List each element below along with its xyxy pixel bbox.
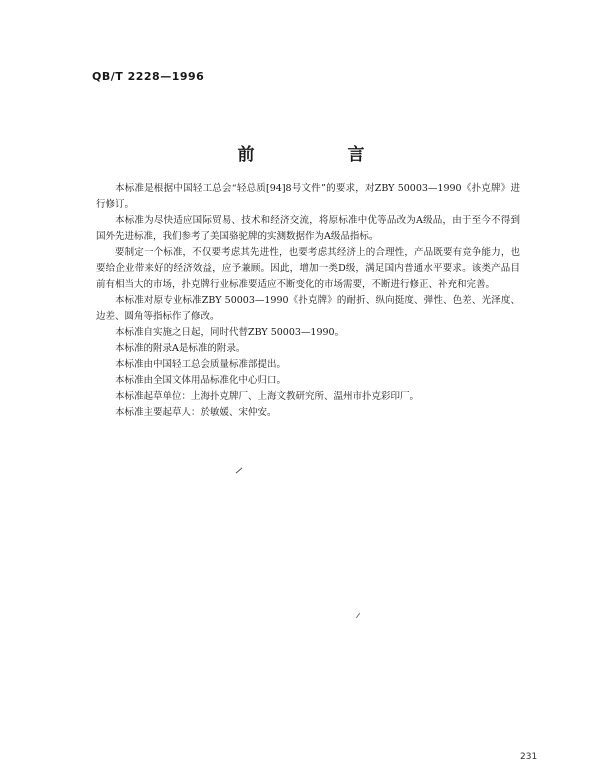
page-title: 前 言	[237, 145, 403, 165]
paragraph: 本标准是根据中国轻工总会“轻总质[94]8号文件”的要求，对ZBY 50003—1990《扑克牌》进行修订。	[96, 183, 520, 210]
paragraph: 本标准的附录A是标准的附录。	[115, 343, 246, 354]
scan-mark	[356, 613, 360, 618]
scan-mark	[236, 468, 243, 474]
paragraph: 要制定一个标准，不仅要考虑其先进性，也要考虑其经济上的合理性，产品既要有竞争能力，也要给企业带来好的经济效益，应予兼顾。因此，增加一类D级，满足国内普通水平要求。该类产品目前有相当大的市场，扑克牌行业标准要适应不断变化的市场需要，不断进行修正、补充和完善。	[96, 247, 520, 290]
paragraph: 本标准由全国文体用品标准化中心归口。	[115, 375, 287, 386]
standard-code: QB/T 2228—1996	[92, 70, 205, 83]
paragraph: 本标准为尽快适应国际贸易、技术和经济交流，将原标准中优等品改为A级品，由于至今不得到国外先进标准，我们参考了美国骆驼牌的实测数据作为A级品指标。	[96, 215, 520, 242]
paragraph: 本标准对原专业标准ZBY 50003—1990《扑克牌》的耐折、纵向挺度、弹性、色差、光泽度、边差、圆角等指标作了修改。	[96, 295, 520, 322]
paragraph: 本标准主要起草人：於敏媛、宋仲安。	[115, 407, 277, 418]
paragraph: 本标准由中国轻工总会质量标准部提出。	[115, 359, 287, 370]
paragraph: 本标准起草单位：上海扑克牌厂、上海文教研究所、温州市扑克彩印厂。	[115, 391, 420, 402]
preface-body	[96, 181, 520, 421]
paragraph: 本标准自实施之日起，同时代替ZBY 50003—1990。	[115, 327, 345, 338]
page-number: 231	[520, 752, 538, 762]
